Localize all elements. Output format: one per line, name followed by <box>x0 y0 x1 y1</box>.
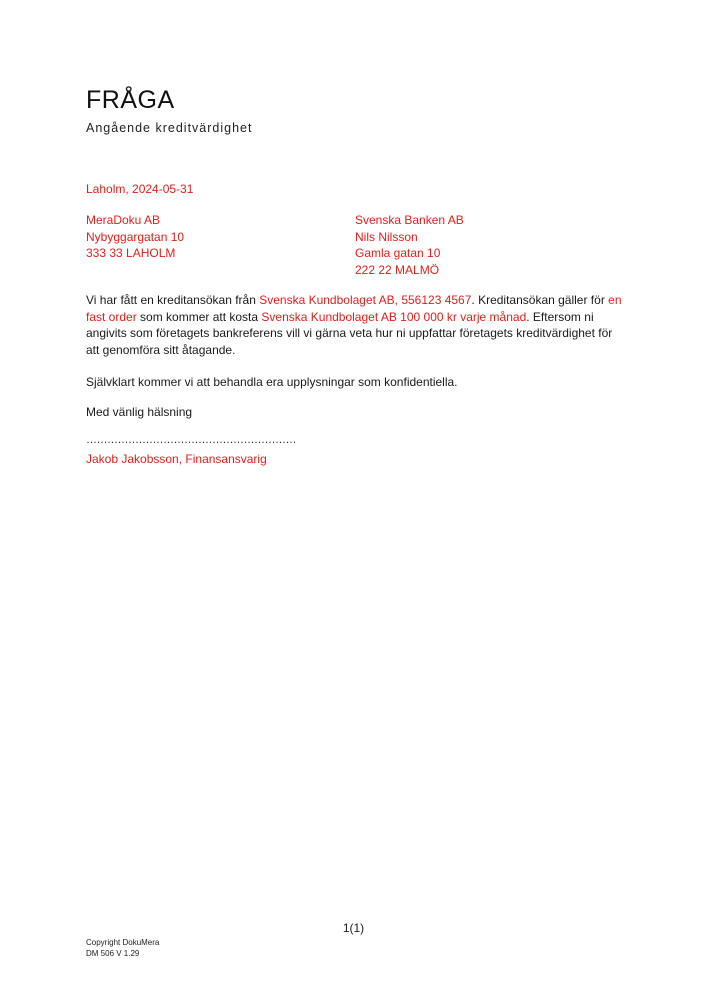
closing-greeting: Med vänlig hälsning <box>86 405 193 419</box>
sender-line: Nybyggargatan 10 <box>86 229 185 244</box>
date-line: Laholm, 2024-05-31 <box>86 182 194 196</box>
paragraph-text: Vi har fått en kreditansökan från <box>86 293 260 307</box>
footer-version: DM 506 V 1.29 <box>86 949 140 958</box>
paragraph-text: som kommer att kosta <box>136 309 262 324</box>
paragraph-text: . Kreditansökan gäller för <box>471 293 609 307</box>
body-paragraph-request <box>86 292 626 358</box>
paragraph-text: . Eftersom ni angivits som företagets bankreferens vill vi gärna veta hur ni uppfattar företagets kreditvärdighet för att genomföra sitt åtagande. <box>86 309 613 357</box>
footer-copyright: Copyright DokuMera <box>86 938 160 947</box>
recipient-address <box>355 212 464 278</box>
purpose-field: en fast order <box>86 293 622 324</box>
page-number: 1(1) <box>342 921 365 935</box>
sender-address <box>86 212 184 262</box>
sender-line: 333 33 LAHOLM <box>86 246 176 260</box>
body-paragraph-confidential: Självklart kommer vi att behandla era upplysningar som konfidentiella. <box>86 375 458 389</box>
sender-line: MeraDoku AB <box>86 213 161 227</box>
recipient-line: 222 22 MALMÖ <box>355 262 440 277</box>
document-title: FRÅGA <box>86 86 175 114</box>
recipient-line: Svenska Banken AB <box>355 213 464 227</box>
signature-line: …………………………………………………… <box>86 434 296 446</box>
document-subtitle: Angående kreditvärdighet <box>86 121 253 135</box>
signer-name: Jakob Jakobsson, Finansansvarig <box>86 452 267 466</box>
footer <box>86 937 159 959</box>
cost-field: Svenska Kundbolaget AB 100 000 kr varje månad <box>261 309 527 324</box>
applicant-field: Svenska Kundbolaget AB, 556123 4567 <box>259 293 472 307</box>
recipient-line: Gamla gatan 10 <box>355 246 441 260</box>
recipient-line: Nils Nilsson <box>355 229 418 244</box>
